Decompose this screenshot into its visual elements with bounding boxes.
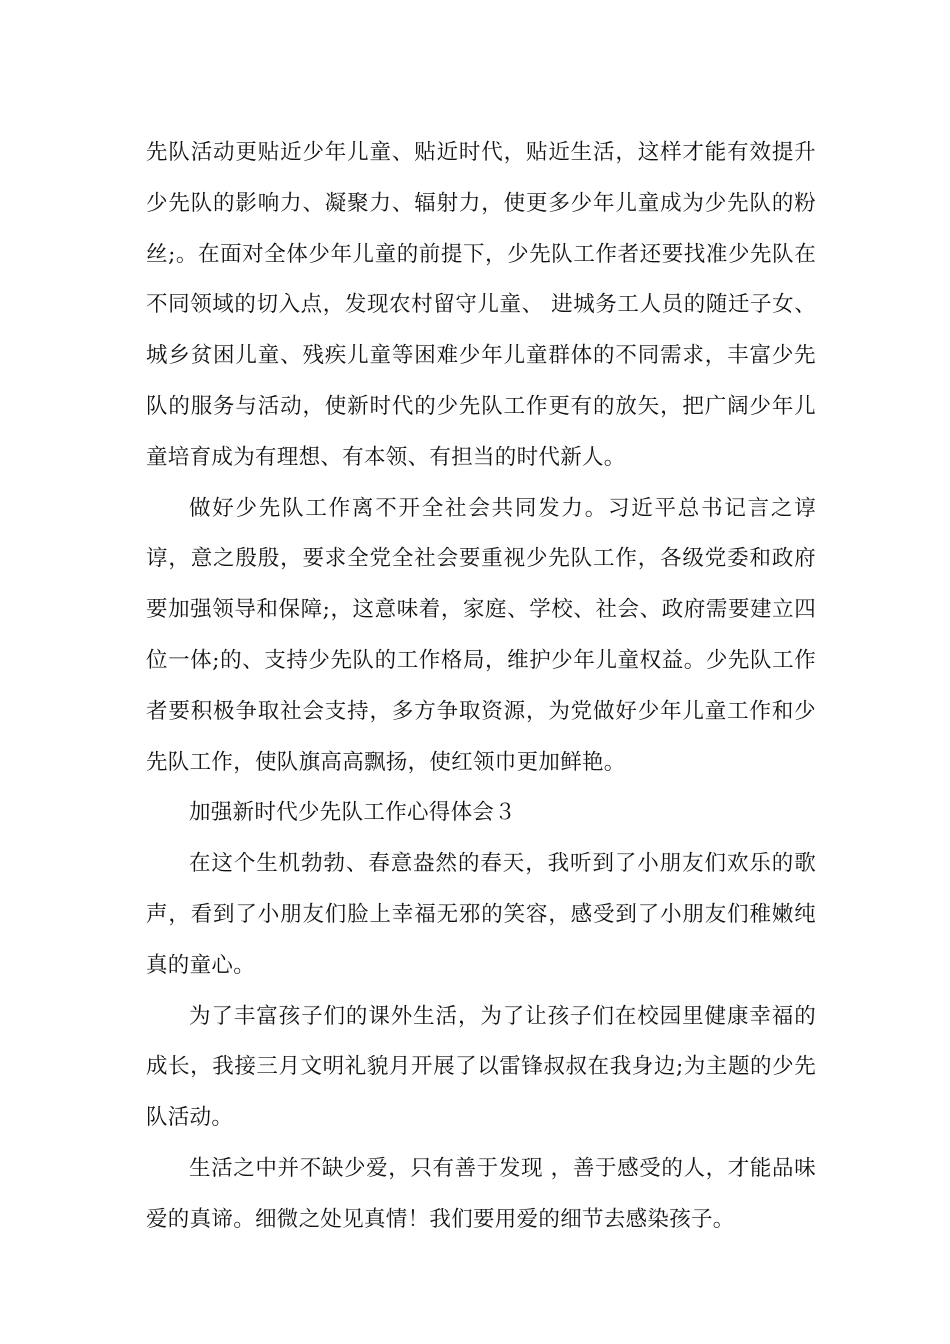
paragraph-continuation: 先队活动更贴近少年儿童、贴近时代，贴近生活，这样才能有效提升少先队的影响力、凝聚力、辐射力，使更多少年儿童成为少先队的粉丝;。在面对全体少年儿童的前提下，少先队工作者还要找准少先队在不同领域的切入点，发现农村留守儿童、 进城务工人员的随迁子女、城乡贫困儿童、残疾儿童等困难少年儿童群体的不同需求，丰富少先队的服务与活动，使新时代的少先队工作更有的放矢，把广阔少年儿童培育成为有理想、有本领、有担当的时代新人。 <box>146 140 816 470</box>
section-heading: 加强新时代少先队工作心得体会３ <box>189 800 517 826</box>
paragraph-society-support: 做好少先队工作离不开全社会共同发力。习近平总书记言之谆谆，意之殷殷，要求全党全社会要重视少先队工作，各级党委和政府要加强领导和保障;，这意味着，家庭、学校、社会、政府需要建立四位一体;的、支持少先队的工作格局，维护少年儿童权益。少先队工作者要积极争取社会支持，多方争取资源，为党做好少年儿童工作和少先队工作，使队旗高高飘扬，使红领巾更加鲜艳。 <box>146 495 816 775</box>
paragraph-activity: 为了丰富孩子们的课外生活，为了让孩子们在校园里健康幸福的成长，我接三月文明礼貌月开展了以雷锋叔叔在我身边;为主题的少先队活动。 <box>146 1003 816 1131</box>
paragraph-love: 生活之中并不缺少爱，只有善于发现 ，善于感受的人，才能品味爱的真谛。细微之处见真情！我们要用爱的细节去感染孩子。 <box>146 1155 816 1232</box>
document-body <box>146 128 816 1246</box>
paragraph-spring: 在这个生机勃勃、春意盎然的春天，我听到了小朋友们欢乐的歌声，看到了小朋友们脸上幸福无邪的笑容，感受到了小朋友们稚嫩纯真的童心。 <box>146 851 816 978</box>
